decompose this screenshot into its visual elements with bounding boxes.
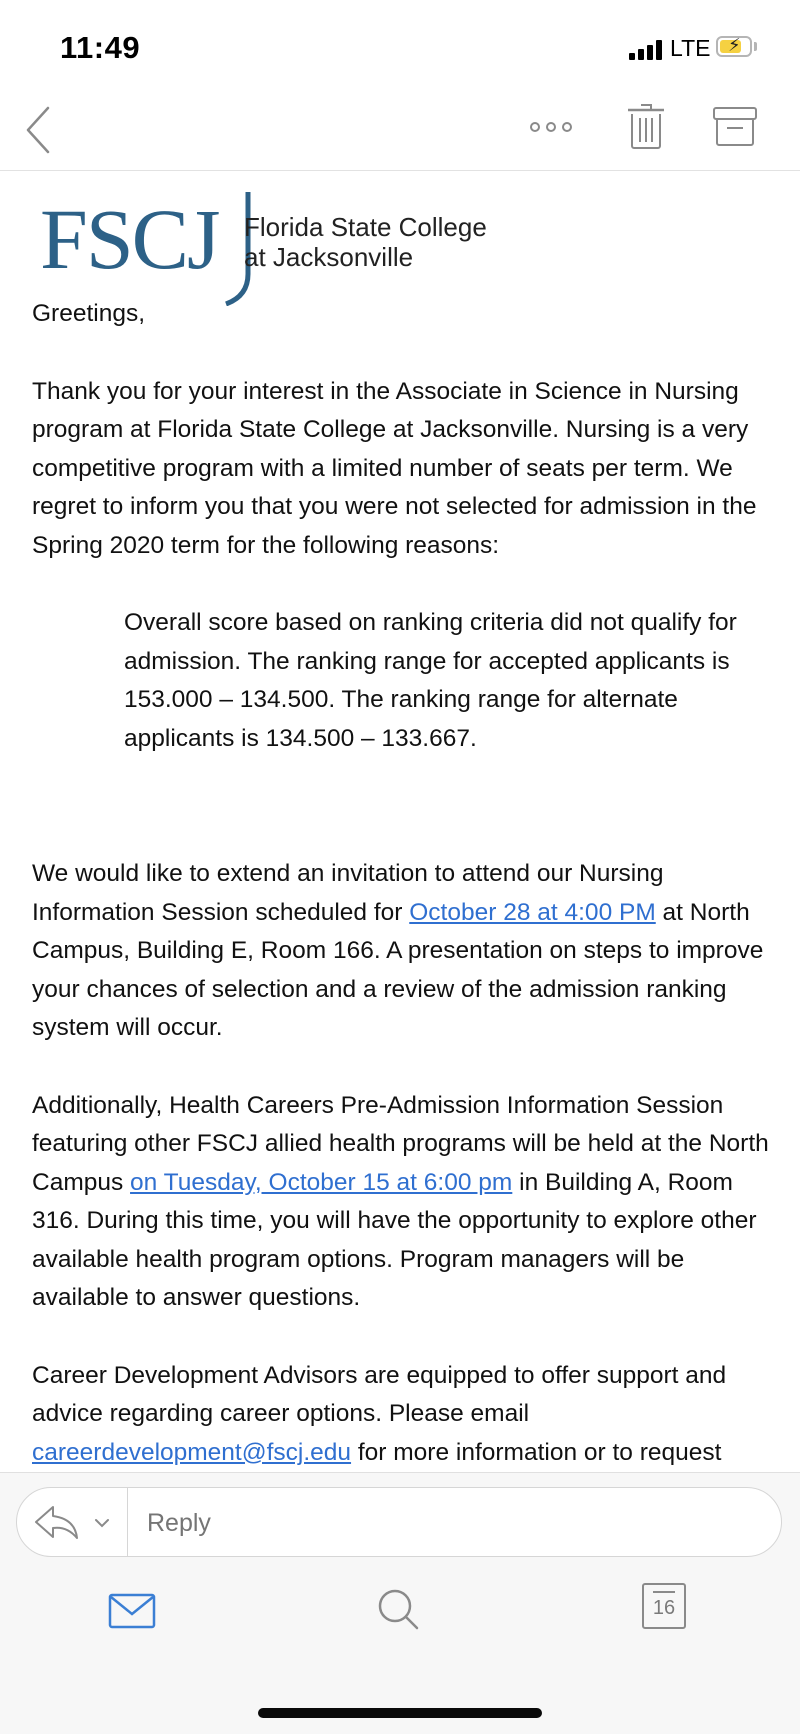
- text: Career Development Advisors are equipped to offer support and advice regarding career options. Please email: [32, 1361, 727, 1427]
- paragraph-intro: Thank you for your interest in the Associate in Science in Nursing program at Florida State College at Jacksonville. Nursing is a very competitive program with a limited number of seats per term. We regret to inform you that you were not selected for admission in the Spring 2020 term for the following reasons:: [32, 377, 757, 559]
- home-indicator: [258, 1708, 542, 1718]
- greeting: Greetings,: [32, 300, 146, 327]
- tab-search[interactable]: [376, 1587, 422, 1633]
- charging-bolt-icon: ⚡: [728, 35, 741, 55]
- text: Additionally, Health Careers Pre-Admission Information Session featuring other FSCJ allied health programs will be held at the North Campus: [32, 1091, 769, 1196]
- reply-divider: [127, 1488, 128, 1556]
- tab-mail[interactable]: [108, 1593, 156, 1629]
- logo-text-line1: Florida State College: [244, 212, 487, 242]
- archive-button[interactable]: [712, 106, 758, 148]
- chevron-left-icon: [22, 100, 62, 160]
- reply-button[interactable]: [33, 1505, 81, 1541]
- paragraph-career-development: [32, 1357, 772, 1471]
- more-dot: [562, 122, 572, 132]
- tab-calendar[interactable]: [642, 1583, 686, 1629]
- chevron-down-icon: [93, 1517, 111, 1529]
- back-button[interactable]: [22, 100, 62, 160]
- more-horizontal-icon: [530, 122, 540, 132]
- battery-tip: [754, 42, 757, 51]
- status-time: 11:49: [60, 30, 141, 65]
- mail-icon: [108, 1593, 156, 1629]
- text: in Building A, Room 316. During this time, you will have the opportunity to explore other available health program options. Program managers will be available to answer questions.: [32, 1168, 757, 1311]
- calendar-icon: [653, 1591, 675, 1593]
- email-toolbar: [0, 100, 800, 171]
- signal-strength-icon: [629, 40, 665, 60]
- more-dot: [546, 122, 556, 132]
- reply-input[interactable]: [145, 1488, 471, 1558]
- status-bar: [0, 0, 800, 100]
- calendar-day: 16: [652, 1597, 676, 1619]
- health-careers-date-link[interactable]: on Tuesday, October 15 at 6:00 pm: [130, 1168, 513, 1196]
- bottom-bar: [0, 1472, 800, 1734]
- text: for more information or to request: [351, 1438, 722, 1466]
- reply-options-button[interactable]: [93, 1516, 111, 1528]
- logo-mark: FSCJ: [40, 191, 219, 287]
- battery-icon: [716, 36, 752, 57]
- text: at North Campus, Building E, Room 166. A presentation on steps to improve your chances of selection and a review of the admission ranking system will occur.: [32, 898, 764, 1041]
- rejection-reason: Overall score based on ranking criteria did not qualify for admission. The ranking range for accepted applicants is 153.000 – 134.500. The ranking range for alternate applicants is 134.500 – 133.667.: [124, 609, 737, 752]
- archive-icon: [712, 106, 758, 148]
- email-body: [32, 172, 772, 1470]
- fscj-logo: [32, 172, 772, 300]
- career-email-link[interactable]: careerdevelopment@fscj.edu: [32, 1438, 352, 1466]
- network-type: LTE: [670, 35, 711, 61]
- logo-text-line2: at Jacksonville: [244, 242, 414, 272]
- text: We would like to extend an invitation to attend our Nursing Information Session scheduled for: [32, 860, 664, 926]
- trash-icon: [624, 100, 668, 152]
- more-options-button[interactable]: [530, 118, 580, 138]
- reply-box: [16, 1487, 782, 1557]
- delete-button[interactable]: [624, 100, 668, 152]
- logo-text: [244, 212, 487, 272]
- search-icon: [376, 1587, 422, 1633]
- reply-icon: [33, 1505, 81, 1541]
- paragraph-info-session: [32, 855, 772, 1048]
- paragraph-health-careers: [32, 1087, 772, 1318]
- nursing-session-date-link[interactable]: October 28 at 4:00 PM: [409, 898, 656, 926]
